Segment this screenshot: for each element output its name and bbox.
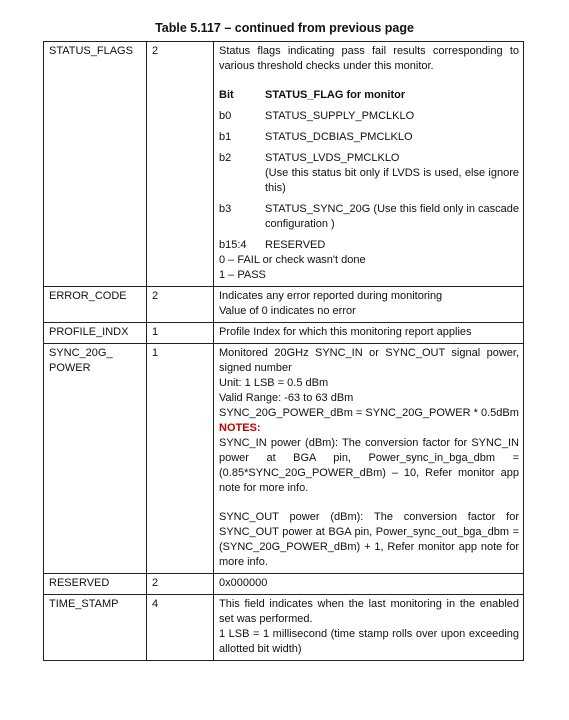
table-row (44, 574, 524, 595)
field-size: 1 (147, 323, 214, 344)
field-size: 2 (147, 42, 214, 287)
field-description: Profile Index for which this monitoring report applies (214, 323, 524, 344)
field-description (214, 595, 524, 661)
field-name: STATUS_FLAGS (44, 42, 147, 287)
bit-id: b3 (219, 203, 232, 215)
unit-text: Unit: 1 LSB = 0.5 dBm (219, 377, 329, 389)
bit-table (219, 88, 519, 253)
sync-in-note: SYNC_IN power (dBm): The conversion factor for SYNC_IN power at BGA pin, Power_sync_in_bga_dbm = (0.85*SYNC_20G_POWER_dBm) – 10, Refer monitor app note for more info. (219, 437, 519, 494)
table-row (44, 287, 524, 323)
field-description (214, 287, 524, 323)
lsb-text: 1 LSB = 1 millisecond (time stamp rolls over upon exceeding allotted bit width) (219, 628, 519, 655)
bit-flag: STATUS_DCBIAS_PMCLKLO (265, 131, 413, 143)
bit-header-row (219, 88, 519, 103)
bit-id: b2 (219, 152, 232, 164)
fail-text: 0 – FAIL or check wasn't done (219, 254, 366, 266)
field-name: ERROR_CODE (44, 287, 147, 323)
field-name-line: POWER (49, 362, 91, 374)
bit-id: b15:4 (219, 239, 247, 251)
bit-row (219, 151, 519, 196)
description-text: Value of 0 indicates no error (219, 305, 356, 317)
table-caption: Table 5.117 – continued from previous page (155, 21, 414, 35)
bit-row (219, 109, 519, 124)
field-name: PROFILE_INDX (44, 323, 147, 344)
sync-out-note: SYNC_OUT power (dBm): The conversion factor for SYNC_OUT power at BGA pin, Power_sync_out_bga_dbm = (SYNC_20G_POWER_dBm) + 1, Refer monitor app note for more info. (219, 511, 519, 568)
table-row (44, 323, 524, 344)
field-description (214, 42, 524, 287)
flag-header: STATUS_FLAG for monitor (265, 89, 406, 101)
field-name-line: SYNC_20G_ (49, 347, 113, 359)
pass-text: 1 – PASS (219, 269, 266, 281)
table-row (44, 42, 524, 287)
field-table (43, 41, 524, 661)
formula-text: SYNC_20G_POWER_dBm = SYNC_20G_POWER * 0.5dBm (219, 407, 519, 419)
notes-label: NOTES: (219, 422, 261, 434)
bit-flag: STATUS_SUPPLY_PMCLKLO (265, 110, 415, 122)
bit-flag: RESERVED (265, 239, 326, 251)
range-text: Valid Range: -63 to 63 dBm (219, 392, 354, 404)
bit-header: Bit (219, 89, 234, 101)
bit-id: b1 (219, 131, 232, 143)
description-text: Monitored 20GHz SYNC_IN or SYNC_OUT signal power, signed number (219, 347, 519, 374)
field-name: TIME_STAMP (44, 595, 147, 661)
bit-flag: STATUS_SYNC_20G (Use this field only in cascade configuration ) (265, 203, 519, 230)
bit-id: b0 (219, 110, 232, 122)
bit-row (219, 202, 519, 232)
table-row (44, 344, 524, 574)
field-size: 1 (147, 344, 214, 574)
field-size: 2 (147, 574, 214, 595)
field-size: 2 (147, 287, 214, 323)
table-row (44, 595, 524, 661)
bit-row (219, 130, 519, 145)
description-text: This field indicates when the last monitoring in the enabled set was performed. (219, 598, 519, 625)
field-size: 4 (147, 595, 214, 661)
field-name: RESERVED (44, 574, 147, 595)
bit-note: (Use this status bit only if LVDS is used, else ignore this) (265, 167, 519, 194)
field-name (44, 344, 147, 574)
bit-flag: STATUS_LVDS_PMCLKLO (265, 152, 400, 164)
bit-row (219, 238, 519, 253)
field-description: 0x000000 (214, 574, 524, 595)
description-text: Status flags indicating pass fail results corresponding to various threshold checks under this monitor. (219, 45, 519, 72)
field-description (214, 344, 524, 574)
description-text: Indicates any error reported during monitoring (219, 290, 443, 302)
